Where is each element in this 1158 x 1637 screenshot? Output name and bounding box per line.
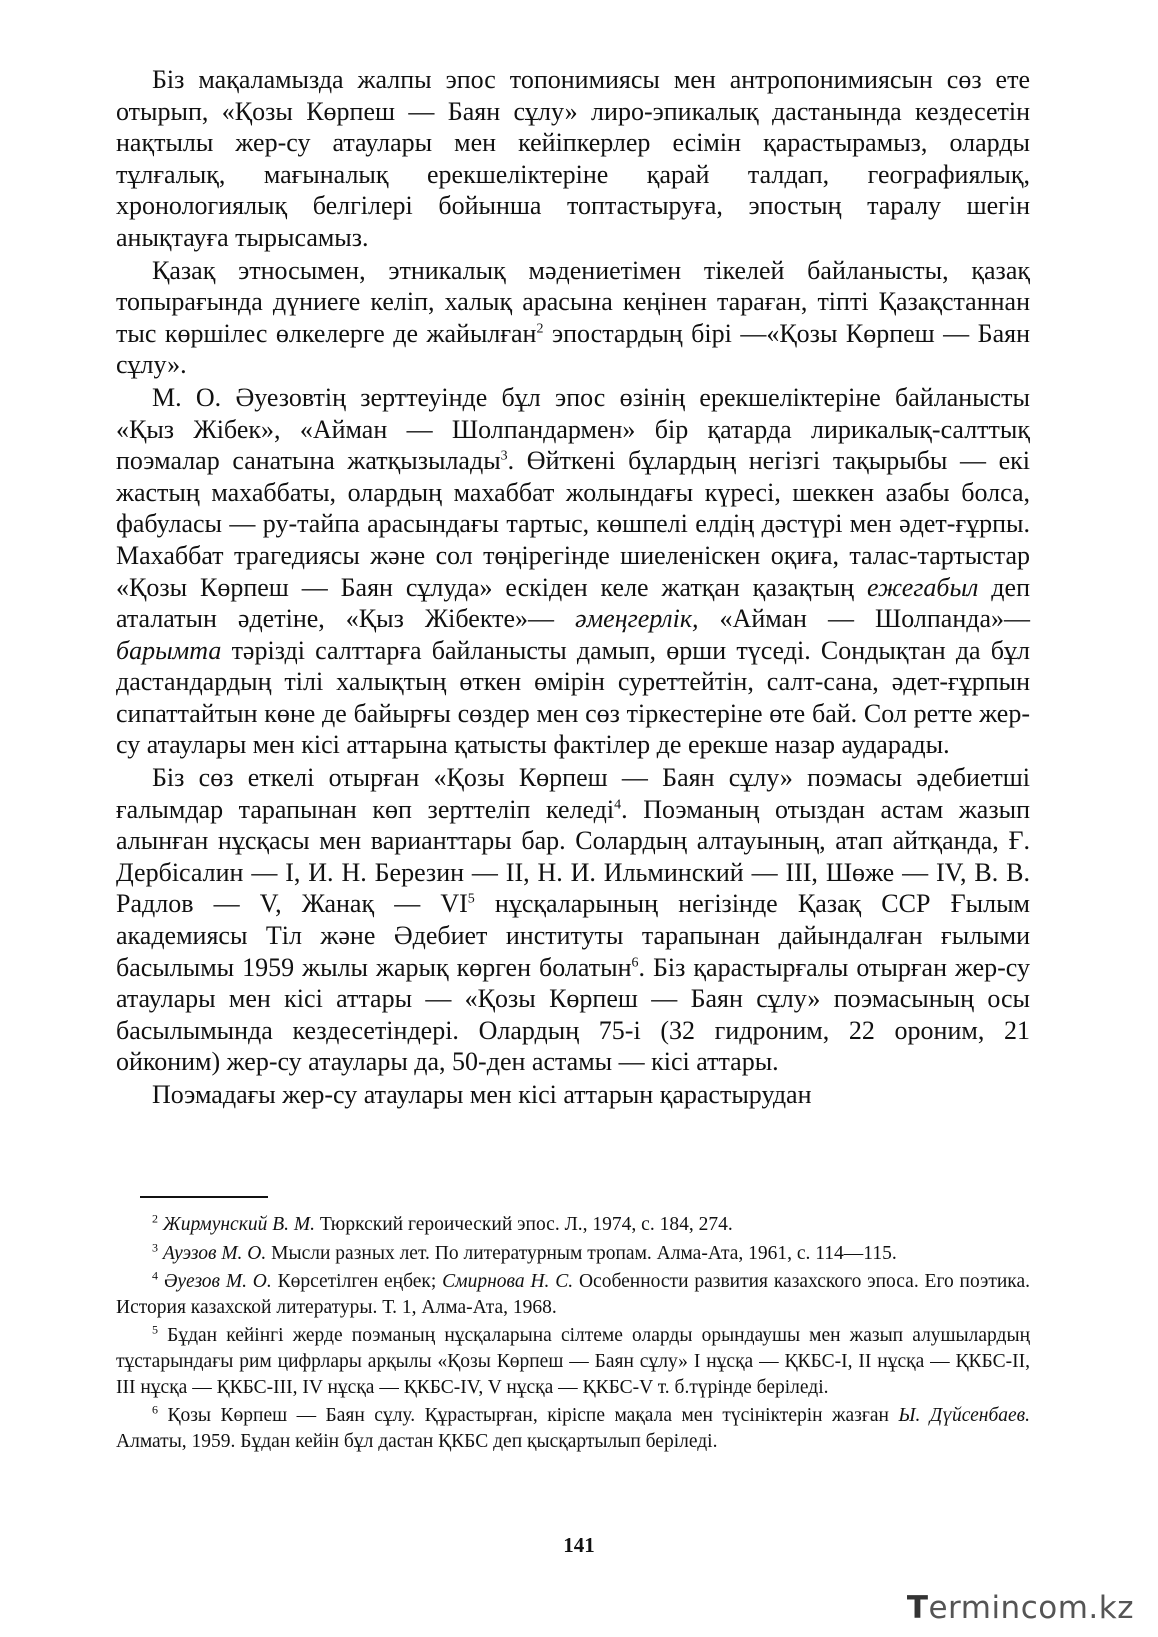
footnote-5: [116, 1323, 1030, 1400]
italic-term-amengerlik: әмеңгерлік,: [575, 604, 699, 634]
footnote-5-number: 5: [152, 1322, 158, 1337]
watermark-logo: [907, 1590, 1134, 1626]
watermark-text-1: ermincо: [928, 1590, 1058, 1626]
footnote-ref-2: 2: [536, 321, 544, 337]
paragraph-3: [116, 382, 1030, 761]
paragraph-3-text-a: М. О. Әуезовтің зерттеуінде бұл эпос өзінің ерекшеліктеріне байланысты «Қыз Жібек», «Айман — Шолпандармен» бір қатарда лирикалық-салттық поэмалар санатына жатқызылады: [116, 382, 1030, 476]
paragraph-1: [116, 64, 1030, 254]
italic-term-ezhegabyl: ежегабыл: [866, 572, 979, 602]
footnote-3: [116, 1241, 1030, 1267]
footnote-4-text-2: Особенности развития казахского эпоса. Его поэтика. История казахской литературы. Т. 1, Алма-Ата, 1968.: [116, 1271, 1031, 1318]
footnote-4-author-1: Әуезов М. О.: [163, 1271, 272, 1293]
footnote-4-number: 4: [152, 1268, 158, 1283]
paragraph-5-text: Поэмадағы жер-су атаулары мен кісі аттарын қарастырудан: [152, 1080, 812, 1109]
paragraph-4-text-d: . Біз қарастырғалы отырған жер-су атаулары мен кісі аттары — «Қозы Көрпеш — Баян сұлу» поэмасының осы басылымында кездесетіндері. Олардың 75-і (32 гидроним, 22 ороним, 21 ойконим) жер-су атаулары да, 50-ден астамы — кісі аттары.: [116, 952, 1030, 1077]
footnote-2-author: Жирмунский В. М.: [162, 1214, 315, 1235]
footnote-6-text: Қозы Көрпеш — Баян сұлу. Құрастырған, кіріспе мақала мен түсініктерін жазған: [158, 1405, 899, 1427]
paragraph-4-text-b: . Поэманың отыздан астам жазып алынған нұсқасы мен варианттары бар. Солардың алтауының, атап айтқанда, Ғ. Дербісалин — І, И. Н. Березин — ІІ, Н. И. Ильминский — ІІІ, Шөже — ІV, В. В. Радлов — V, Жанақ — VI: [116, 794, 1030, 919]
paragraph-2-text-b: эпостардың бірі —«Қозы Көрпеш — Баян сұлу».: [116, 318, 1030, 380]
footnote-6: [116, 1403, 1030, 1454]
watermark-initial: T: [906, 1590, 929, 1626]
paragraph-3-text-e: тәрізді салттарға байланысты дамып, өрши түседі. Сондықтан да бұл дастандардың тілі халықтың өткен өмірін суреттейтін, салт-сана, әдет-ғұрпын сипаттайтын көне де байырғы сөздер мен сөз тіркестеріне өте бай. Сол ретте жер-су атаулары мен кісі аттарына қатысты фактілер де ерекше назар аударады.: [116, 635, 1030, 760]
footnote-divider: [140, 1196, 268, 1198]
footnote-6-text-2: Алматы, 1959. Бұдан кейін бұл дастан ҚКБС деп қысқартылып беріледі.: [116, 1430, 718, 1452]
paragraph-4: [116, 762, 1030, 1078]
footnote-6-number: 6: [152, 1402, 158, 1417]
paragraph-3-text-d: «Айман — Шолпанда»—: [698, 604, 1030, 634]
footnote-5-text: Бұдан кейінгі жерде поэманың нұсқаларына сілтеме оларды орындаушы мен жазып алушылардың тұстарындағы рим цифрлары арқылы «Қозы Көрпеш — Баян сұлу» І нұсқа — ҚКБС-І, ІІ нұсқа — ҚКБС-ІІ, ІІІ нұсқа — ҚКБС-ІІІ, IV нұсқа — ҚКБС-IV, V нұсқа — ҚКБС-V т. б.түрінде беріледі.: [116, 1325, 1030, 1398]
footnotes: [116, 1212, 1030, 1457]
footnote-3-text: Мысли разных лет. По литературным тропам. Алма-Ата, 1961, с. 114—115.: [266, 1242, 897, 1264]
paragraph-4-text-c: нұсқаларының негізінде Қазақ ССР Ғылым академиясы Тіл және Әдебиет институты тарапынан дайындалған ғылыми басылымы 1959 жылы жарық көрген болатын: [116, 889, 1030, 982]
paragraph-3-text-c: деп аталатын әдетіне, «Қыз Жібекте»—: [116, 572, 1030, 634]
main-text: [116, 64, 1030, 1112]
paragraph-2-text-a: Қазақ этносымен, этникалық мәдениетімен тікелей байланысты, қазақ топырағында дүниеге келіп, халық арасына кеңінен тараған, тіпті Қазақстаннан тыс көршілес өлкелерге де жайылған: [116, 255, 1030, 348]
paragraph-2: [116, 255, 1030, 381]
paragraph-3-text-b: . Өйткені бұлардың негізгі тақырыбы — екі жастың махаббаты, олардың махаббат жолындағы күресі, шеккен азабы болса, фабуласы — ру-тайпа арасындағы тартыс, көшпелі елдің дәстүрі мен әдет-ғұрпы. Махаббат трагедиясы және сол төңірегінде шиеленіскен оқиға, талас-тартыстар «Қозы Көрпеш — Баян сұлуда» ескіден келе жатқан қазақтың: [116, 446, 1030, 602]
paragraph-4-text-a: Біз сөз еткелі отырған «Қозы Көрпеш — Баян сұлу» поэмасы әдебиетші ғалымдар тарапынан көп зерттеліп келеді: [116, 763, 1030, 824]
italic-term-barymta: барымта: [116, 635, 222, 665]
footnote-ref-6: 6: [631, 954, 639, 970]
footnote-3-author: Ауэзов М. О.: [162, 1242, 267, 1264]
footnote-2-number: 2: [152, 1211, 158, 1226]
footnote-3-number: 3: [152, 1240, 158, 1255]
page-number: 141: [563, 1533, 595, 1557]
footnote-4-text-1: Көрсетілген еңбек;: [271, 1271, 443, 1293]
paragraph-1-text: Біз мақаламызда жалпы эпос топонимиясы мен антропонимиясын сөз ете отырып, «Қозы Көрпеш — Баян сұлу» лиро-эпикалық дастанында кездесетін нақтылы жер-су атаулары мен кейіпкерлер есімін қарастырамыз, оларды тұлғалық, мағыналық ерекшеліктеріне қарай талдап, географиялық, хронологиялық белгілері бойынша топтастыруға, эпостың таралу шегін анықтауға тырысамыз.: [116, 65, 1030, 252]
footnote-6-author: Ы. Дүйсенбаев.: [898, 1405, 1030, 1427]
footnote-2: [116, 1212, 1030, 1238]
footnote-2-text: Тюркский героический эпос. Л., 1974, с. 184, 274.: [314, 1214, 733, 1235]
footnote-ref-4: 4: [614, 797, 622, 812]
watermark-text-2: m.kz: [1057, 1590, 1134, 1626]
footnote-ref-5: 5: [467, 891, 475, 907]
footnote-4: [116, 1269, 1030, 1320]
footnote-ref-3: 3: [500, 448, 508, 464]
footnote-4-author-2: Смирнова Н. С.: [442, 1271, 574, 1293]
paragraph-5: [116, 1079, 1030, 1111]
